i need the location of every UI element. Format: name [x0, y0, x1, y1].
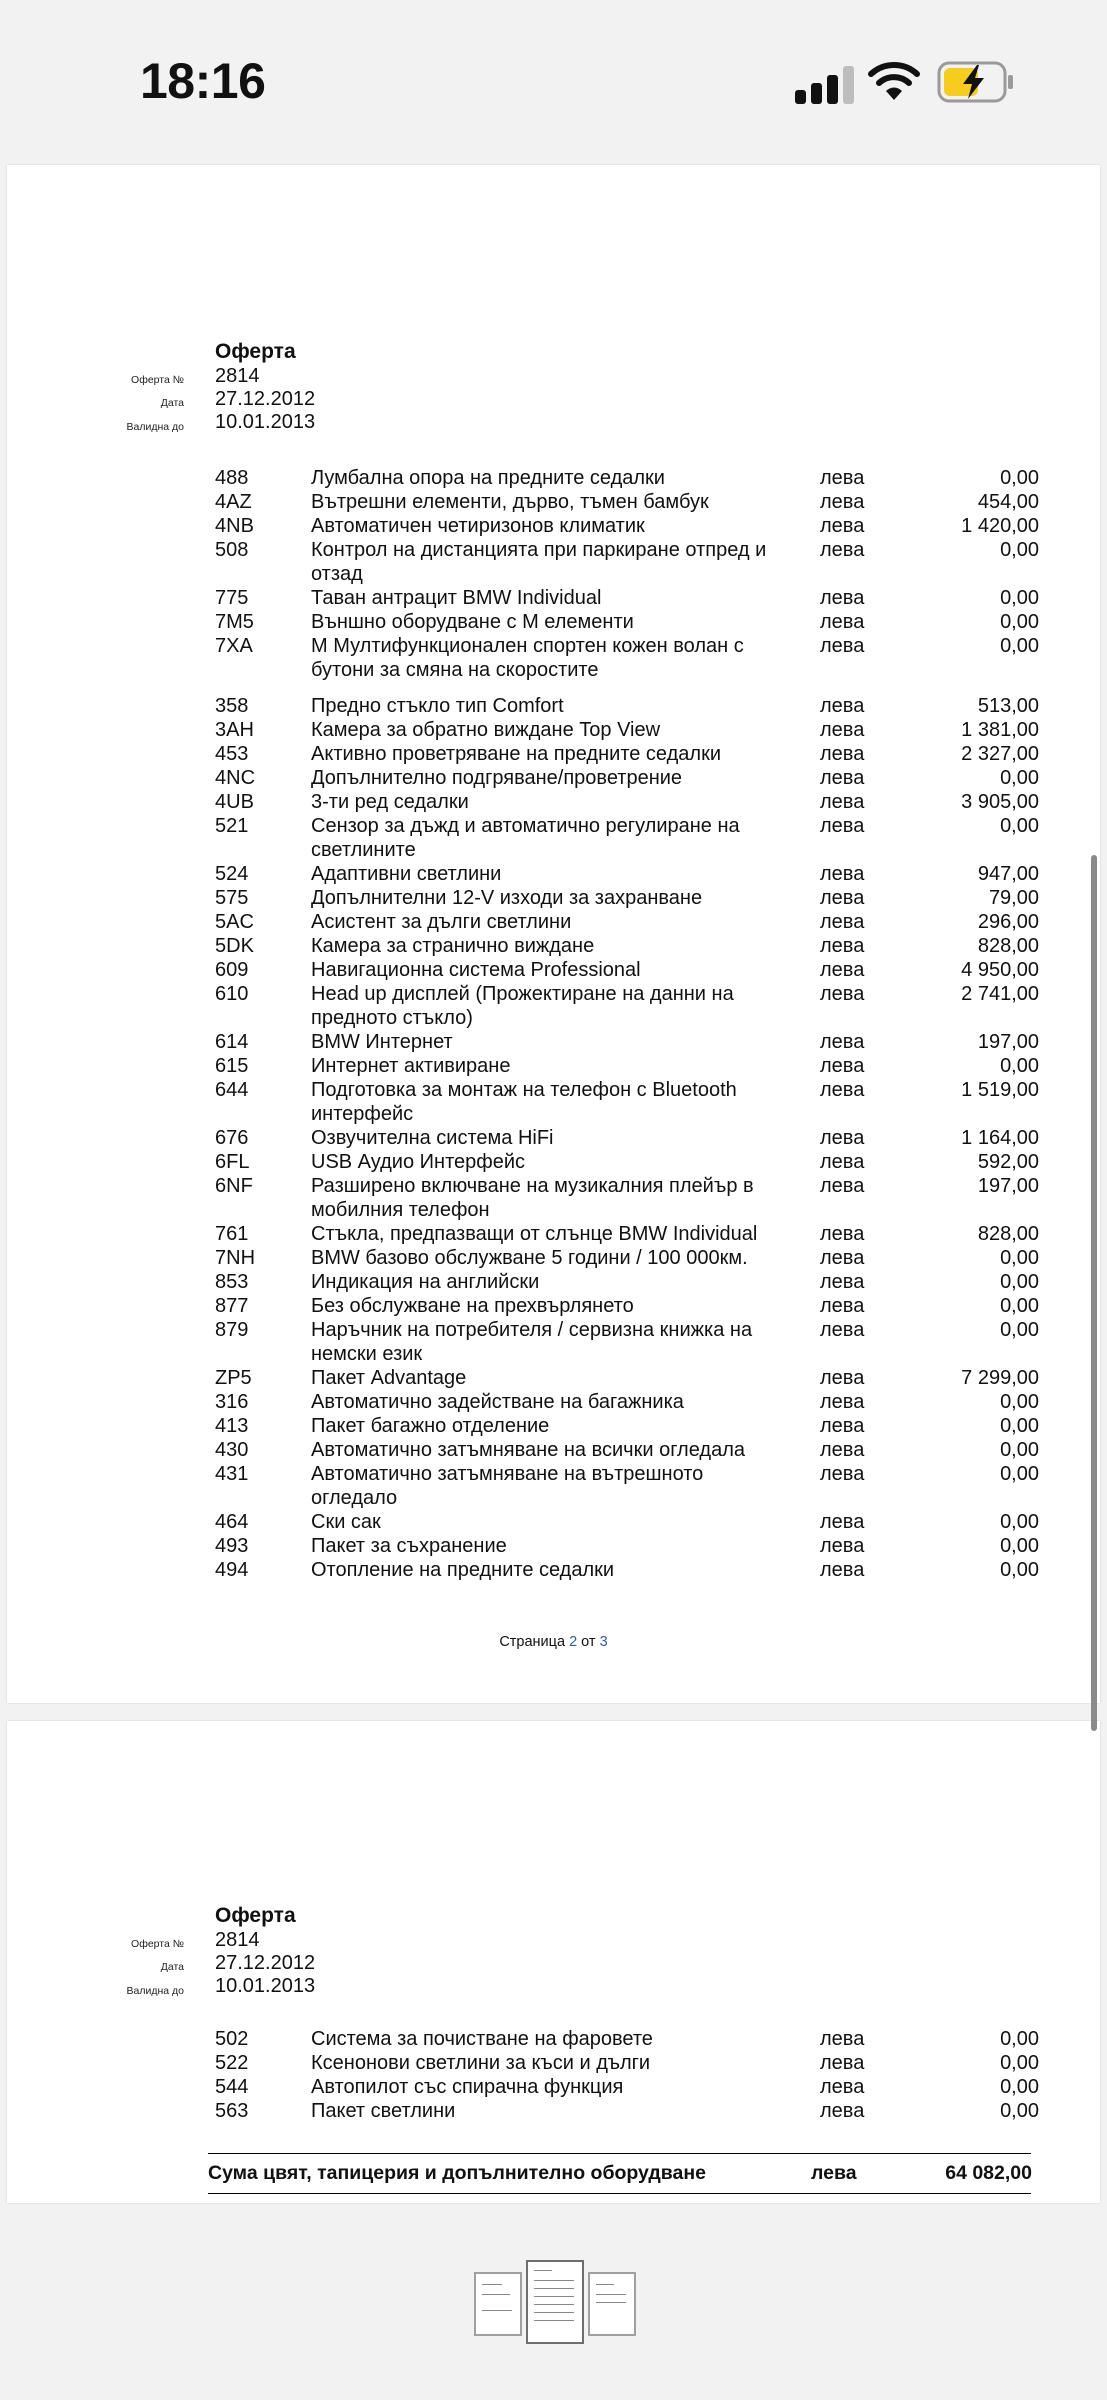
- document-page-3: [7, 1721, 1100, 2203]
- offer-title: Оферта: [215, 340, 296, 363]
- currency-cell: лева: [820, 935, 865, 957]
- currency-cell: лева: [820, 515, 865, 537]
- currency-cell: лева: [820, 1295, 865, 1317]
- scrollbar[interactable]: [1091, 855, 1097, 1731]
- currency-cell: лева: [820, 2052, 865, 2074]
- description-cell: BMW Интернет: [311, 1031, 453, 1053]
- offer-date: 27.12.2012: [215, 1952, 316, 1974]
- code-cell: 610: [215, 983, 249, 1005]
- amount-cell: 0,00: [1000, 2076, 1039, 2098]
- code-cell: 508: [215, 539, 249, 561]
- description-cell: Автоматичен четиризонов климатик: [311, 515, 645, 537]
- currency-cell: лева: [820, 1151, 865, 1173]
- amount-cell: 0,00: [1000, 1559, 1039, 1581]
- amount-cell: 0,00: [1000, 815, 1039, 837]
- code-cell: 4UB: [215, 791, 254, 813]
- currency-cell: лева: [820, 767, 865, 789]
- amount-cell: 4 950,00: [961, 959, 1039, 981]
- amount-cell: 197,00: [977, 1031, 1039, 1053]
- amount-cell: 0,00: [1000, 539, 1039, 561]
- code-cell: 5AC: [215, 911, 254, 933]
- currency-cell: лева: [820, 1175, 865, 1197]
- amount-cell: 0,00: [1000, 1463, 1039, 1485]
- currency-cell: лева: [820, 887, 865, 909]
- description-cell: 3-ти ред седалки: [311, 791, 469, 813]
- code-cell: 4NC: [215, 767, 256, 789]
- currency-cell: лева: [820, 1271, 865, 1293]
- amount-cell: 1 519,00: [961, 1079, 1039, 1101]
- description-cell: Пакет за съхранение: [311, 1535, 507, 1557]
- currency-cell: лева: [820, 2100, 865, 2122]
- currency-cell: лева: [820, 815, 865, 837]
- offer-title: Оферта: [215, 1904, 296, 1927]
- code-cell: 6FL: [215, 1151, 250, 1173]
- amount-cell: 0,00: [1000, 1439, 1039, 1461]
- offer-date: 27.12.2012: [215, 388, 316, 410]
- thumbnail-page-3[interactable]: [588, 2272, 636, 2336]
- code-cell: 488: [215, 467, 249, 489]
- description-cell: Подготовка за монтаж на телефон с Bluetooth интерфейс: [311, 1079, 737, 1125]
- code-cell: 676: [215, 1127, 249, 1149]
- total-top-rule: [208, 2153, 1031, 2154]
- code-cell: 494: [215, 1559, 249, 1581]
- code-cell: 430: [215, 1439, 249, 1461]
- currency-cell: лева: [820, 791, 865, 813]
- description-cell: Автоматично затъмняване на всички огледала: [311, 1439, 745, 1461]
- currency-cell: лева: [820, 1247, 865, 1269]
- description-cell: Вътрешни елементи, дърво, тъмен бамбук: [311, 491, 709, 513]
- code-cell: 7XA: [215, 635, 253, 657]
- currency-cell: лева: [820, 1415, 865, 1437]
- code-cell: 575: [215, 887, 249, 909]
- code-cell: 563: [215, 2100, 249, 2122]
- description-cell: Индикация на английски: [311, 1271, 540, 1293]
- description-cell: Активно проветряване на предните седалки: [311, 743, 721, 765]
- amount-cell: 0,00: [1000, 2052, 1039, 2074]
- amount-cell: 828,00: [977, 1223, 1039, 1245]
- offer-valid-until: 10.01.2013: [215, 411, 316, 433]
- description-cell: Без обслужване на прехвърлянето: [311, 1295, 634, 1317]
- code-cell: 522: [215, 2052, 249, 2074]
- currency-cell: лева: [820, 743, 865, 765]
- amount-cell: 79,00: [988, 887, 1039, 909]
- code-cell: 7NH: [215, 1247, 256, 1269]
- offer-valid-label: Валидна до: [126, 1985, 184, 1997]
- currency-cell: лева: [820, 1511, 865, 1533]
- amount-cell: 296,00: [977, 911, 1039, 933]
- description-cell: Сензор за дъжд и автоматично регулиране на светлините: [311, 815, 740, 861]
- amount-cell: 0,00: [1000, 1295, 1039, 1317]
- description-cell: Интернет активиране: [311, 1055, 511, 1077]
- code-cell: 521: [215, 815, 249, 837]
- code-cell: 644: [215, 1079, 249, 1101]
- currency-cell: лева: [820, 719, 865, 741]
- code-cell: 502: [215, 2028, 249, 2050]
- amount-cell: 0,00: [1000, 2028, 1039, 2050]
- currency-cell: лева: [820, 983, 865, 1005]
- description-cell: Допълнително подгряване/проветрение: [311, 767, 683, 789]
- amount-cell: 0,00: [1000, 1271, 1039, 1293]
- currency-cell: лева: [820, 1319, 865, 1341]
- description-cell: Ксенонови светлини за къси и дълги: [311, 2052, 651, 2074]
- total-label: Сума цвят, тапицерия и допълнително оборудване: [208, 2162, 706, 2184]
- status-bar: [0, 0, 1107, 165]
- thumbnail-page-1[interactable]: [474, 2272, 522, 2336]
- description-cell: Автоматично задействане на багажника: [311, 1391, 684, 1413]
- amount-cell: 513,00: [977, 695, 1039, 717]
- amount-cell: 0,00: [1000, 2100, 1039, 2122]
- code-cell: 6NF: [215, 1175, 253, 1197]
- description-cell: Навигационна система Professional: [311, 959, 641, 981]
- document-page-2: [7, 165, 1100, 1703]
- currency-cell: лева: [820, 1559, 865, 1581]
- code-cell: 879: [215, 1319, 249, 1341]
- page-indicator: Страница 2 от 3: [499, 1634, 608, 1650]
- currency-cell: лева: [820, 1223, 865, 1245]
- description-cell: Ски сак: [311, 1511, 381, 1533]
- code-cell: 7M5: [215, 611, 254, 633]
- amount-cell: 0,00: [1000, 635, 1039, 657]
- description-cell: Автопилот със спирачна функция: [311, 2076, 624, 2098]
- cellular-signal-icon: [795, 64, 855, 104]
- currency-cell: лева: [820, 491, 865, 513]
- currency-cell: лева: [820, 2076, 865, 2098]
- thumbnail-page-2[interactable]: [526, 2260, 584, 2344]
- description-cell: Лумбална опора на предните седалки: [311, 467, 665, 489]
- amount-cell: 947,00: [977, 863, 1039, 885]
- code-cell: 877: [215, 1295, 249, 1317]
- currency-cell: лева: [820, 611, 865, 633]
- currency-cell: лева: [820, 959, 865, 981]
- description-cell: BMW базово обслужване 5 години / 100 000км.: [311, 1247, 748, 1269]
- total-currency: лева: [811, 2162, 857, 2184]
- offer-number: 2814: [215, 1929, 260, 1951]
- description-cell: Предно стъкло тип Comfort: [311, 695, 564, 717]
- status-time: 18:16: [140, 53, 266, 109]
- offer-date-label: Дата: [160, 397, 184, 409]
- currency-cell: лева: [820, 695, 865, 717]
- currency-cell: лева: [820, 1127, 865, 1149]
- code-cell: 5DK: [215, 935, 254, 957]
- currency-cell: лева: [820, 467, 865, 489]
- code-cell: 316: [215, 1391, 249, 1413]
- currency-cell: лева: [820, 1031, 865, 1053]
- code-cell: 3AH: [215, 719, 254, 741]
- total-bottom-rule: [208, 2193, 1031, 2194]
- currency-cell: лева: [820, 539, 865, 561]
- offer-number-label: Оферта №: [131, 1938, 184, 1950]
- code-cell: 413: [215, 1415, 249, 1437]
- code-cell: 544: [215, 2076, 249, 2098]
- description-cell: Таван антрацит BMW Individual: [311, 587, 602, 609]
- description-cell: М Мултифункционален спортен кожен волан с бутони за смяна на скоростите: [311, 635, 744, 681]
- currency-cell: лева: [820, 1535, 865, 1557]
- description-cell: Пакет светлини: [311, 2100, 456, 2122]
- currency-cell: лева: [820, 1391, 865, 1413]
- description-cell: Head up дисплей (Прожектиране на данни на предното стъкло): [311, 983, 734, 1029]
- code-cell: 853: [215, 1271, 249, 1293]
- code-cell: 4AZ: [215, 491, 252, 513]
- amount-cell: 0,00: [1000, 1055, 1039, 1077]
- description-cell: Камера за странично виждане: [311, 935, 595, 957]
- currency-cell: лева: [820, 587, 865, 609]
- wifi-icon: [868, 60, 920, 102]
- amount-cell: 2 741,00: [961, 983, 1039, 1005]
- code-cell: 431: [215, 1463, 249, 1485]
- amount-cell: 0,00: [1000, 1247, 1039, 1269]
- currency-cell: лева: [820, 2028, 865, 2050]
- offer-date-label: Дата: [160, 1961, 184, 1973]
- currency-cell: лева: [820, 1439, 865, 1461]
- offer-valid-until: 10.01.2013: [215, 1975, 316, 1997]
- amount-cell: 828,00: [977, 935, 1039, 957]
- amount-cell: 1 164,00: [961, 1127, 1039, 1149]
- amount-cell: 0,00: [1000, 587, 1039, 609]
- description-cell: Камера за обратно виждане Top View: [311, 719, 661, 741]
- code-cell: 615: [215, 1055, 249, 1077]
- description-cell: Контрол на дистанцията при паркиране отпред и отзад: [311, 539, 767, 585]
- code-cell: 609: [215, 959, 249, 981]
- currency-cell: лева: [820, 911, 865, 933]
- description-cell: Автоматично затъмняване на вътрешното огледало: [311, 1463, 704, 1509]
- amount-cell: 0,00: [1000, 467, 1039, 489]
- description-cell: Допълнителни 12-V изходи за захранване: [311, 887, 703, 909]
- code-cell: 493: [215, 1535, 249, 1557]
- amount-cell: 0,00: [1000, 767, 1039, 789]
- description-cell: Озвучителна система HiFi: [311, 1127, 554, 1149]
- total-amount: 64 082,00: [945, 2162, 1032, 2184]
- description-cell: Пакет Advantage: [311, 1367, 467, 1389]
- code-cell: 614: [215, 1031, 249, 1053]
- amount-cell: 2 327,00: [961, 743, 1039, 765]
- currency-cell: лева: [820, 1367, 865, 1389]
- code-cell: 775: [215, 587, 249, 609]
- page-thumbnails: [470, 2260, 640, 2340]
- amount-cell: 0,00: [1000, 1415, 1039, 1437]
- description-cell: Адаптивни светлини: [311, 863, 502, 885]
- battery-charging-icon: [937, 60, 1015, 104]
- amount-cell: 0,00: [1000, 611, 1039, 633]
- currency-cell: лева: [820, 635, 865, 657]
- currency-cell: лева: [820, 1079, 865, 1101]
- description-cell: Стъкла, предпазващи от слънце BMW Individual: [311, 1223, 758, 1245]
- amount-cell: 454,00: [977, 491, 1039, 513]
- amount-cell: 0,00: [1000, 1391, 1039, 1413]
- description-cell: Система за почистване на фаровете: [311, 2028, 653, 2050]
- description-cell: Наръчник на потребителя / сервизна книжка на немски език: [311, 1319, 753, 1365]
- code-cell: 761: [215, 1223, 249, 1245]
- currency-cell: лева: [820, 1463, 865, 1485]
- offer-valid-label: Валидна до: [126, 421, 184, 433]
- offer-number: 2814: [215, 365, 260, 387]
- description-cell: USB Аудио Интерфейс: [311, 1151, 526, 1173]
- amount-cell: 0,00: [1000, 1511, 1039, 1533]
- amount-cell: 7 299,00: [961, 1367, 1039, 1389]
- code-cell: 453: [215, 743, 249, 765]
- description-cell: Външно оборудване с М елементи: [311, 611, 634, 633]
- code-cell: 4NB: [215, 515, 254, 537]
- amount-cell: 0,00: [1000, 1319, 1039, 1341]
- code-cell: 524: [215, 863, 249, 885]
- amount-cell: 197,00: [977, 1175, 1039, 1197]
- description-cell: Отопление на предните седалки: [311, 1559, 615, 1581]
- code-cell: 464: [215, 1511, 249, 1533]
- code-cell: ZP5: [215, 1367, 252, 1389]
- description-cell: Разширено включване на музикалния плейър в мобилния телефон: [311, 1175, 754, 1221]
- currency-cell: лева: [820, 863, 865, 885]
- amount-cell: 3 905,00: [961, 791, 1039, 813]
- description-cell: Асистент за дълги светлини: [311, 911, 572, 933]
- code-cell: 358: [215, 695, 249, 717]
- amount-cell: 1 420,00: [961, 515, 1039, 537]
- description-cell: Пакет багажно отделение: [311, 1415, 550, 1437]
- amount-cell: 1 381,00: [961, 719, 1039, 741]
- offer-number-label: Оферта №: [131, 374, 184, 386]
- amount-cell: 592,00: [977, 1151, 1039, 1173]
- amount-cell: 0,00: [1000, 1535, 1039, 1557]
- currency-cell: лева: [820, 1055, 865, 1077]
